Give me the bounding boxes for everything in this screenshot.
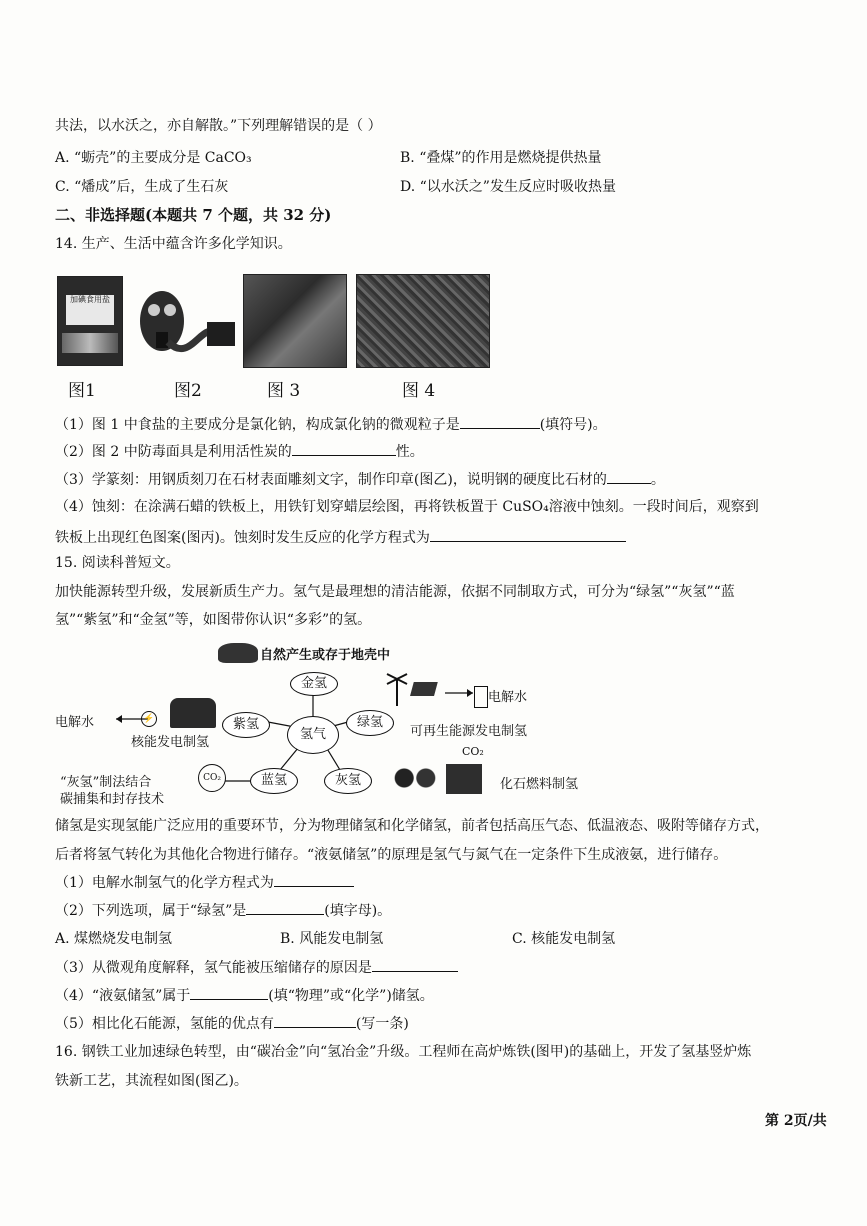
q15-stem: 15. 阅读科普短文。 (55, 555, 180, 571)
natural-source-label: 自然产生或存于地壳中 (260, 648, 391, 663)
q15-para1-line2: 氢”“紫氢”和“金氢”等，如图带你认识“多彩”的氢。 (55, 612, 372, 628)
salt-packet-label: 加碘食用盐 (66, 295, 114, 325)
nuclear-label: 核能发电制氢 (131, 735, 210, 750)
q15-option-b: B. 风能发电制氢 (280, 931, 384, 947)
power-icon-left: ⚡ (141, 711, 157, 727)
purple-hydrogen-bubble: 紫氢 (222, 712, 270, 738)
section-title: 二、非选择题(本题共 7 个题，共 32 分) (55, 206, 332, 224)
q16-stem-line1: 16. 钢铁工业加速绿色转型，由“碳冶金”向“氢冶金”升级。工程师在高炉炼铁(图甲)的基础上，开发了氢基竖炉炼 (55, 1044, 752, 1060)
q15-option-a: A. 煤燃烧发电制氢 (55, 931, 173, 947)
q13-option-d: D. “以水沃之”发生反应时吸收热量 (400, 179, 616, 195)
q15-para1-line1: 加快能源转型升级，发展新质生产力。氢气是最理想的清洁能源，依据不同制取方式，可分为“绿氢”“灰氢”“蓝 (55, 584, 735, 600)
wind-solar-icon (385, 670, 445, 708)
page-footer: 第 2页/共 (765, 1113, 827, 1129)
electrolysis-label-left: 电解水 (55, 715, 95, 730)
co2-bulb-icon: CO₂ (198, 764, 226, 792)
q14-sub4-line1: （4）蚀刻：在涂满石蜡的铁板上，用铁钉划穿蜡层绘图，再将铁板置于 CuSO₄溶液中蚀刻。一段时间后，观察到 (55, 499, 759, 515)
earth-crust-icon (218, 643, 258, 663)
hydrogen-center-bubble: 氢气 (287, 716, 339, 754)
q15-option-c: C. 核能发电制氢 (512, 931, 616, 947)
electrolyzer-icon (474, 686, 488, 708)
q15-para2-line1: 储氢是实现氢能广泛应用的重要环节，分为物理储氢和化学储氢，前者包括高压气态、低温液态、吸附等储存方式， (55, 818, 769, 834)
fossil-label: 化石燃料制氢 (500, 777, 579, 792)
fig1-caption: 图1 (68, 381, 96, 401)
q13-option-a: A. “蛎壳”的主要成分是 CaCO₃ (55, 150, 252, 166)
answer-blank[interactable] (274, 872, 354, 887)
q13-option-c: C. “燔成”后，生成了生石灰 (55, 179, 229, 195)
capture-label-line1: “灰氢”制法结合 (60, 775, 152, 790)
renewable-label: 可再生能源发电制氢 (410, 724, 528, 739)
q16-stem-line2: 铁新工艺，其流程如图(图乙)。 (55, 1073, 248, 1089)
q15-sub1: （1）电解水制氢气的化学方程式为 (55, 872, 354, 893)
factory-icon (446, 764, 482, 794)
blue-hydrogen-bubble: 蓝氢 (250, 768, 298, 794)
q15-sub3: （3）从微观角度解释，氢气能被压缩储存的原因是 (55, 957, 458, 978)
electrolysis-label-right: 电解水 (488, 690, 528, 705)
answer-blank[interactable] (274, 1013, 356, 1028)
answer-blank[interactable] (246, 900, 324, 915)
fig3-caption: 图 3 (267, 381, 301, 401)
answer-blank[interactable] (372, 957, 458, 972)
green-hydrogen-bubble: 绿氢 (346, 710, 394, 736)
q15-sub2: （2）下列选项，属于“绿氢”是 (填字母)。 (55, 900, 391, 921)
co2-label: CO₂ (462, 745, 484, 758)
answer-blank[interactable] (190, 985, 268, 1000)
q13-stem-tail: 共法，以水沃之，亦自解散。”下列理解错误的是（ ） (55, 118, 382, 134)
grey-hydrogen-bubble: 灰氢 (324, 768, 372, 794)
q14-sub2: （2）图 2 中防毒面具是利用活性炭的 性。 (55, 441, 424, 462)
q13-option-b: B. “叠煤”的作用是燃烧提供热量 (400, 150, 602, 166)
fossil-fuel-icon (388, 762, 442, 794)
fig4-caption: 图 4 (402, 381, 436, 401)
gold-hydrogen-bubble: 金氢 (290, 672, 338, 696)
q14-sub3: （3）学篆刻：用钢质刻刀在石材表面雕刻文字，制作印章(图乙)，说明钢的硬度比石材的 。 (55, 469, 665, 490)
q15-para2-line2: 后者将氢气转化为其他化合物进行储存。“液氨储氢”的原理是氢气与氮气在一定条件下生成液氨，进行储存。 (55, 847, 728, 863)
fig2-caption: 图2 (174, 381, 202, 401)
q14-sub1: （1）图 1 中食盐的主要成分是氯化钠，构成氯化钠的微观粒子是 (填符号)。 (55, 414, 607, 435)
q14-stem: 14. 生产、生活中蕴含许多化学知识。 (55, 236, 292, 252)
capture-label-line2: 碳捕集和封存技术 (60, 792, 165, 807)
nuclear-plant-icon (170, 698, 216, 728)
q14-sub4-line2: 铁板上出现红色图案(图丙)。蚀刻时发生反应的化学方程式为 (55, 527, 626, 548)
q15-sub5: （5）相比化石能源，氢能的优点有 (写一条) (55, 1013, 409, 1034)
q15-sub4: （4）“液氨储氢”属于 (填“物理”或“化学”)储氢。 (55, 985, 434, 1006)
